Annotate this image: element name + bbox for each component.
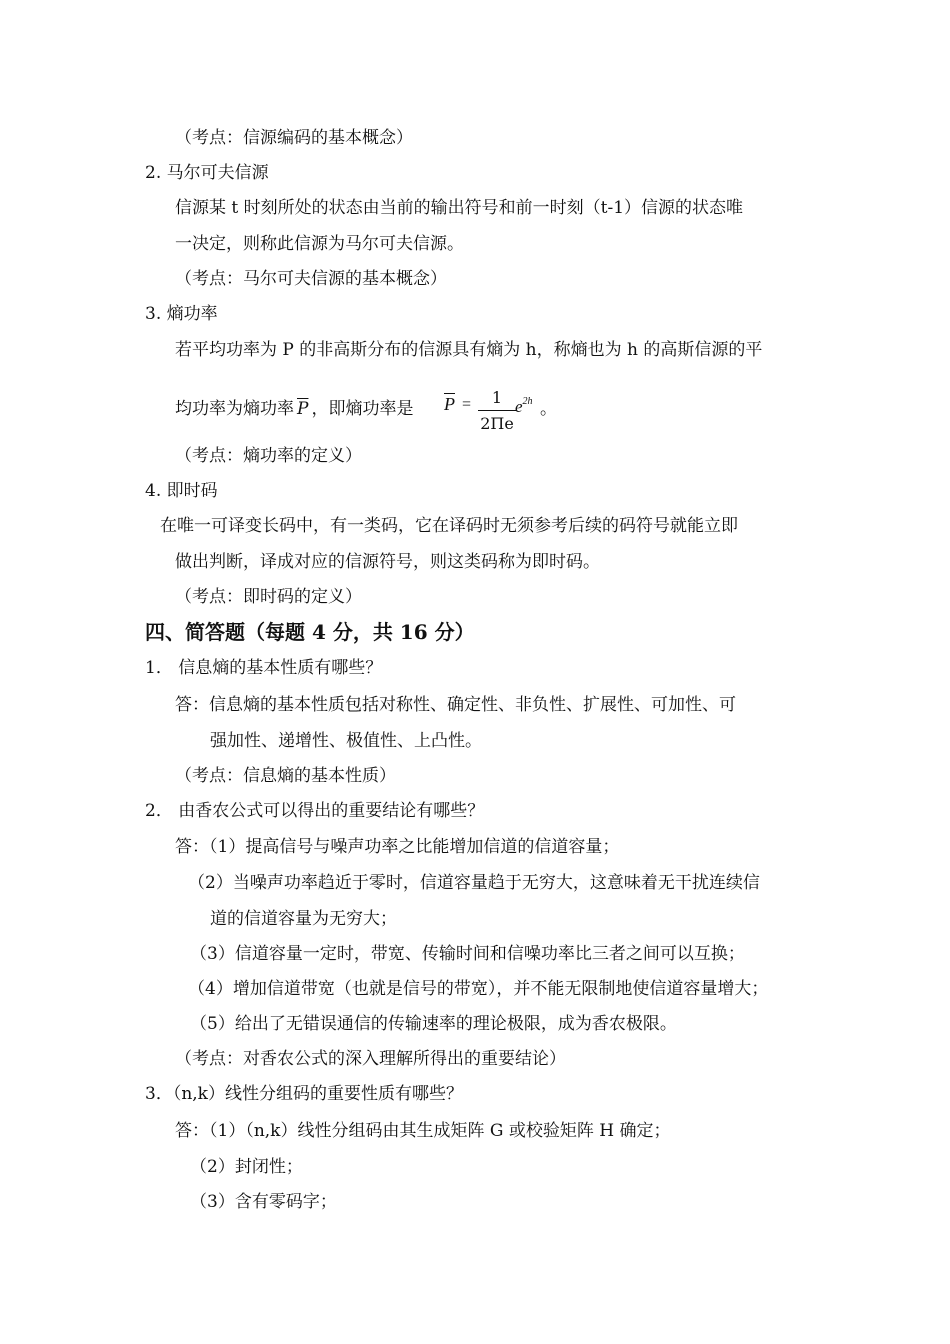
e-symbol: e	[515, 397, 523, 416]
section-heading-short-answer: 四、简答题（每题 4 分，共 16 分）	[145, 620, 475, 644]
fraction-numerator: 1	[491, 388, 503, 407]
answer-2-item1: 答：（1）提高信号与噪声功率之比能增加信道的信道容量；	[175, 837, 620, 857]
formula-period: 。	[540, 399, 557, 419]
exponent: 2h	[522, 396, 533, 407]
answer-3-item2: （2）封闭性；	[190, 1157, 303, 1177]
fraction-bar	[478, 410, 516, 411]
answer-2-item2-line2: 道的信道容量为无穷大；	[210, 909, 397, 929]
item-2-title: 2. 马尔可夫信源	[145, 163, 269, 183]
fraction-denominator: 2Πe	[480, 414, 514, 433]
item-4-title: 4. 即时码	[145, 481, 218, 501]
equals-sign: =	[462, 396, 472, 413]
question-1: 1． 信息熵的基本性质有哪些？	[145, 658, 383, 678]
markov-def-line2: 一决定，则称此信源为马尔可夫信源。	[175, 234, 464, 254]
answer-1-line1: 答：信息熵的基本性质包括对称性、确定性、非负性、扩展性、可加性、可	[175, 695, 736, 715]
answer-1-line2: 强加性、递增性、极值性、上凸性。	[210, 731, 482, 751]
exam-point-markov: （考点：马尔可夫信源的基本概念）	[175, 269, 447, 289]
item-3-title: 3. 熵功率	[145, 304, 218, 324]
exam-point-entropy-power: （考点：熵功率的定义）	[175, 446, 362, 466]
exam-point-entropy-properties: （考点：信息熵的基本性质）	[175, 766, 396, 786]
exam-point-source-coding: （考点：信源编码的基本概念）	[175, 128, 413, 148]
exp-base	[515, 396, 533, 417]
instant-code-line1: 在唯一可译变长码中，有一类码，它在译码时无须参考后续的码符号就能立即	[160, 516, 738, 536]
exam-point-instant-code: （考点：即时码的定义）	[175, 587, 362, 607]
p-bar-symbol: $\overline{P}$	[297, 399, 309, 419]
entropy-power-text-b: ，即熵功率是	[311, 399, 414, 419]
entropy-power-line2	[175, 397, 413, 421]
answer-2-item5: （5）给出了无错误通信的传输速率的理论极限，成为香农极限。	[190, 1014, 677, 1034]
answer-3-item3: （3）含有零码字；	[190, 1192, 337, 1212]
answer-2-item3: （3）信道容量一定时，带宽、传输时间和信噪功率比三者之间可以互换；	[190, 944, 745, 964]
question-3: 3．（n,k）线性分组码的重要性质有哪些？	[145, 1084, 463, 1104]
p-bar-formula-symbol: $\overline{P}$	[444, 394, 455, 414]
answer-3-item1: 答：（1）（n,k）线性分组码由其生成矩阵 G 或校验矩阵 H 确定；	[175, 1121, 671, 1141]
entropy-power-line1: 若平均功率为 P 的非高斯分布的信源具有熵为 h，称熵也为 h 的高斯信源的平	[175, 340, 763, 360]
entropy-power-text-a: 均功率为熵功率	[175, 399, 294, 419]
answer-2-item2-line1: （2）当噪声功率趋近于零时，信道容量趋于无穷大，这意味着无干扰连续信	[188, 873, 760, 893]
markov-def-line1: 信源某 t 时刻所处的状态由当前的输出符号和前一时刻（t-1）信源的状态唯	[175, 198, 744, 218]
answer-2-item4: （4）增加信道带宽（也就是信号的带宽），并不能无限制地使信道容量增大；	[188, 979, 769, 999]
exam-point-shannon: （考点：对香农公式的深入理解所得出的重要结论）	[175, 1049, 566, 1069]
instant-code-line2: 做出判断，译成对应的信源符号，则这类码称为即时码。	[175, 552, 600, 572]
question-2: 2． 由香农公式可以得出的重要结论有哪些？	[145, 801, 485, 821]
fraction	[478, 388, 516, 435]
